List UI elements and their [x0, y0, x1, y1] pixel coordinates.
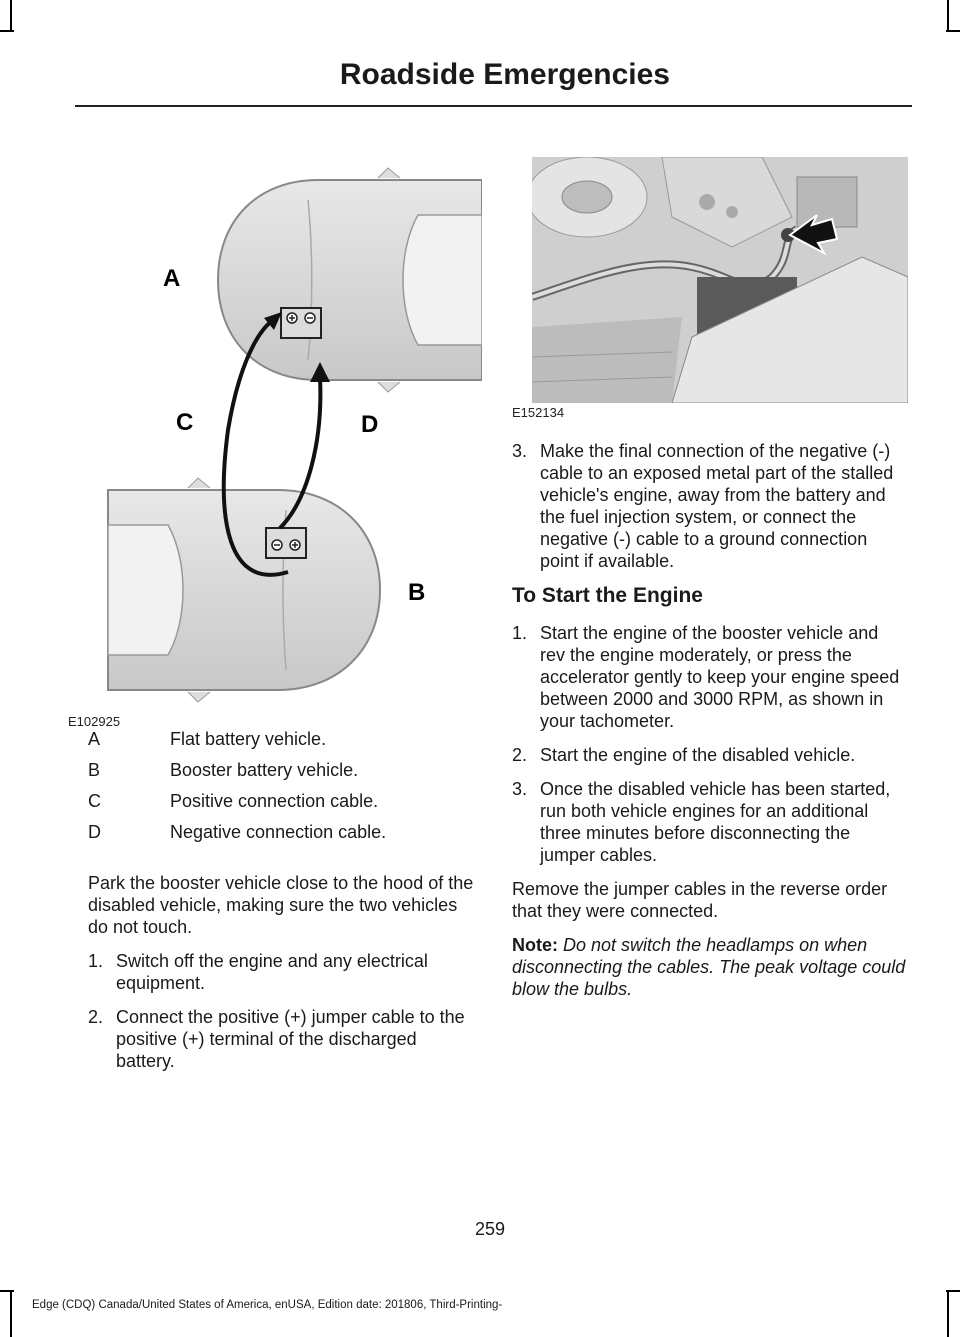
- footer-text: Edge (CDQ) Canada/United States of America, enUSA, Edition date: 201806, Third-Printing-: [32, 1299, 503, 1311]
- note-label: Note:: [512, 935, 558, 955]
- crop-mark: [946, 30, 960, 32]
- list-item: [88, 1006, 480, 1072]
- list-number: 1.: [512, 623, 528, 643]
- left-column: [88, 872, 480, 1084]
- list-item: [512, 440, 908, 572]
- legend-row: [88, 759, 478, 790]
- legend-text: Positive connection cable.: [170, 791, 379, 811]
- page-number: 259: [474, 1219, 506, 1239]
- list-text: Connect the positive (+) jumper cable to the positive (+) terminal of the discharged battery.: [116, 1007, 465, 1071]
- legend-text: Negative connection cable.: [170, 822, 387, 842]
- legend-key: B: [88, 760, 101, 780]
- crop-mark: [947, 1290, 949, 1337]
- list-number: 3.: [512, 779, 528, 799]
- callout-c: C: [176, 409, 194, 436]
- note-paragraph: [512, 934, 908, 1000]
- figure-legend: [88, 728, 478, 852]
- engine-ground-point-photo: [532, 157, 908, 403]
- booster-battery-car-illustration: [108, 478, 380, 702]
- jump-start-diagram: [88, 160, 482, 712]
- crop-mark: [0, 30, 14, 32]
- list-text: Start the engine of the booster vehicle and rev the engine moderately, or press the accelerator gently to keep your engine speed between 2000 and 3000 RPM, as shown in your tachometer.: [540, 623, 900, 731]
- battery-icon: [266, 528, 306, 558]
- legend-text: Flat battery vehicle.: [170, 729, 327, 749]
- list-number: 2.: [512, 745, 528, 765]
- list-number: 2.: [88, 1007, 104, 1027]
- figure-code: E152134: [512, 405, 565, 420]
- list-number: 3.: [512, 441, 528, 461]
- list-text: Once the disabled vehicle has been started, run both vehicle engines for an additional three minutes before disconnecting the jumper cables.: [540, 779, 891, 865]
- legend-text: Booster battery vehicle.: [170, 760, 359, 780]
- crop-mark: [947, 0, 949, 32]
- callout-a: A: [163, 265, 181, 292]
- header-divider: [75, 105, 912, 107]
- legend-key: A: [88, 729, 101, 749]
- list-number: 1.: [88, 951, 104, 971]
- flat-battery-car-illustration: [218, 168, 482, 392]
- legend-row: [88, 790, 478, 821]
- figure-code: E102925: [68, 714, 121, 729]
- legend-key: C: [88, 791, 101, 811]
- section-heading: To Start the Engine: [512, 584, 703, 607]
- crop-mark: [946, 1290, 960, 1292]
- legend-row: [88, 821, 478, 852]
- right-column: [512, 440, 908, 1012]
- callout-b: B: [408, 579, 426, 606]
- legend-key: D: [88, 822, 101, 842]
- list-item: [512, 778, 908, 866]
- page-title: Roadside Emergencies: [339, 58, 670, 91]
- list-text: Switch off the engine and any electrical equipment.: [116, 951, 428, 993]
- crop-mark: [0, 1290, 14, 1292]
- legend-row: [88, 728, 478, 759]
- remove-paragraph: Remove the jumper cables in the reverse order that they were connected.: [512, 879, 888, 921]
- list-item: [88, 950, 480, 994]
- list-item: [512, 744, 908, 766]
- crop-mark: [10, 0, 12, 32]
- callout-d: D: [361, 411, 379, 438]
- intro-paragraph: Park the booster vehicle close to the hood of the disabled vehicle, making sure the two vehicles do not touch.: [88, 873, 474, 937]
- crop-mark: [10, 1290, 12, 1337]
- list-item: [512, 622, 908, 732]
- list-text: Make the final connection of the negative (-) cable to an exposed metal part of the stalled vehicle's engine, away from the battery and the fuel injection system, or connect the negative (-) cable to a ground connection point if available.: [540, 441, 894, 571]
- battery-icon: [281, 308, 321, 338]
- note-text: Do not switch the headlamps on when disconnecting the cables. The peak voltage could blow the bulbs.: [512, 935, 906, 999]
- list-text: Start the engine of the disabled vehicle.: [540, 745, 856, 765]
